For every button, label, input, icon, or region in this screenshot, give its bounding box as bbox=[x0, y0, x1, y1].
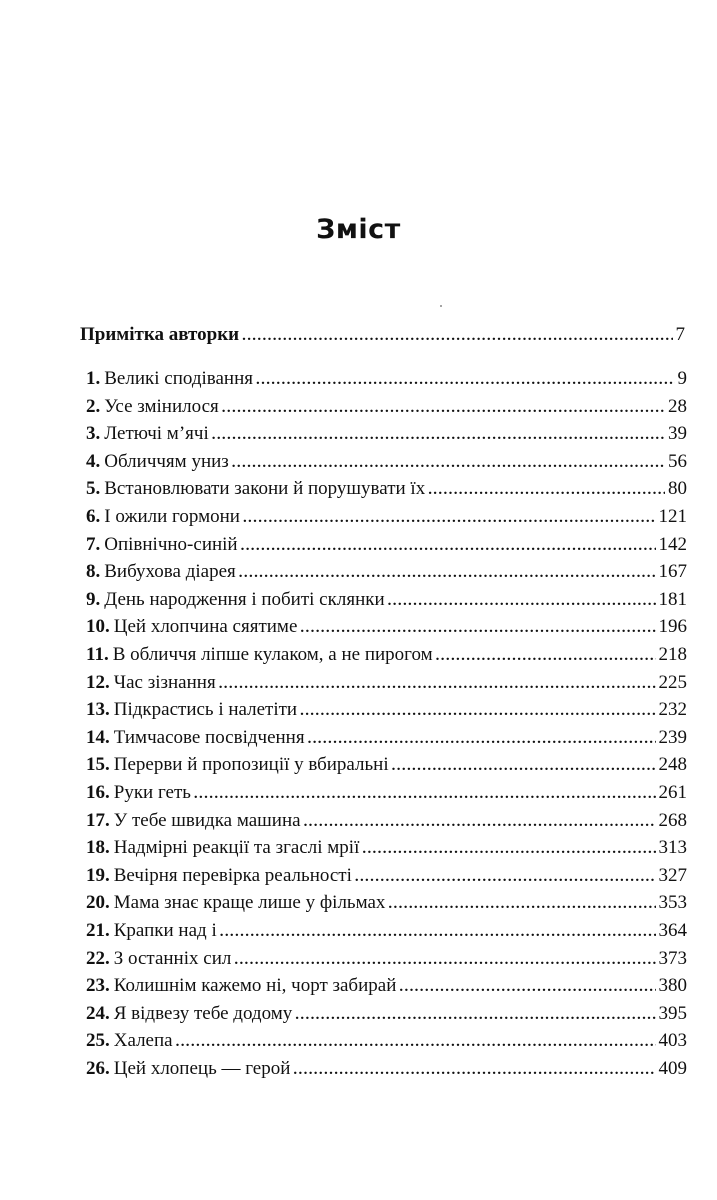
chapter-title: Перерви й пропозиції у вбиральні bbox=[113, 754, 389, 775]
chapter-title: Цей хлопець — герой bbox=[113, 1058, 291, 1079]
page-number: 181 bbox=[658, 589, 687, 610]
dot-leader bbox=[388, 891, 655, 917]
toc-entry bbox=[86, 449, 687, 475]
chapter-title: Усе змінилося bbox=[104, 396, 219, 417]
chapter-number: 16. bbox=[86, 782, 110, 803]
dot-leader bbox=[222, 395, 665, 421]
toc-entry bbox=[86, 670, 687, 696]
page-number: 232 bbox=[658, 699, 687, 720]
toc-entry bbox=[86, 1028, 687, 1054]
chapter-title: День народження і побиті склянки bbox=[104, 589, 385, 610]
chapter-number: 5. bbox=[86, 478, 101, 499]
chapter-title: Обличчям униз bbox=[104, 451, 229, 472]
chapter-number: 19. bbox=[86, 865, 110, 886]
chapter-title: Великі сподівання bbox=[104, 368, 253, 389]
chapter-title: Примітка авторки bbox=[80, 324, 240, 345]
page-number: 121 bbox=[658, 506, 687, 527]
chapter-title: Надмірні реакції та згаслі мрії bbox=[113, 837, 360, 858]
page-number: 327 bbox=[658, 865, 687, 886]
toc-entry bbox=[86, 1001, 687, 1027]
dot-leader bbox=[234, 947, 655, 973]
dot-leader bbox=[293, 1057, 655, 1083]
dot-leader bbox=[232, 450, 665, 476]
chapter-number: 3. bbox=[86, 423, 101, 444]
chapter-title: В обличчя ліпше кулаком, а не пирогом bbox=[112, 644, 433, 665]
chapter-title: Встановлювати закони й порушувати їх bbox=[104, 478, 426, 499]
dot-leader bbox=[300, 615, 655, 641]
toc-entry bbox=[86, 918, 687, 944]
toc-entry bbox=[86, 559, 687, 585]
dot-leader bbox=[428, 477, 665, 503]
page-number: 39 bbox=[668, 423, 687, 444]
page-number: 239 bbox=[658, 727, 687, 748]
page-number: 7 bbox=[675, 324, 685, 345]
page-number: 268 bbox=[658, 810, 687, 831]
chapter-number: 13. bbox=[86, 699, 110, 720]
toc-entry bbox=[86, 835, 687, 861]
chapter-number: 23. bbox=[86, 975, 110, 996]
page-number: 9 bbox=[677, 368, 687, 389]
dot-leader bbox=[243, 505, 656, 531]
toc-entry bbox=[86, 725, 687, 751]
dot-leader bbox=[220, 919, 656, 945]
page-number: 56 bbox=[668, 451, 687, 472]
page-number: 364 bbox=[658, 920, 687, 941]
toc-entry bbox=[86, 890, 687, 916]
dot-leader bbox=[239, 560, 656, 586]
toc-entry bbox=[86, 808, 687, 834]
dot-leader bbox=[176, 1029, 656, 1055]
toc-entry bbox=[86, 614, 687, 640]
chapter-title: І ожили гормони bbox=[104, 506, 240, 527]
page-title: Зміст bbox=[316, 214, 401, 245]
page-number: 373 bbox=[658, 948, 687, 969]
chapter-title: Руки геть bbox=[113, 782, 191, 803]
page-number: 167 bbox=[658, 561, 687, 582]
chapter-number: 25. bbox=[86, 1030, 110, 1051]
dot-leader bbox=[392, 753, 656, 779]
dot-leader bbox=[308, 726, 656, 752]
dot-leader bbox=[399, 974, 655, 1000]
toc-entry bbox=[86, 476, 687, 502]
chapter-number: 12. bbox=[86, 672, 110, 693]
dot-leader bbox=[304, 809, 656, 835]
chapter-number: 21. bbox=[86, 920, 110, 941]
chapter-title: Крапки над і bbox=[113, 920, 217, 941]
dot-leader bbox=[219, 671, 656, 697]
dot-leader bbox=[241, 533, 656, 559]
page-number: 409 bbox=[658, 1058, 687, 1079]
chapter-title: Я відвезу тебе додому bbox=[113, 1003, 293, 1024]
dot-leader bbox=[194, 781, 656, 807]
dot-leader bbox=[242, 323, 672, 349]
chapter-title: Час зізнання bbox=[113, 672, 216, 693]
chapter-number: 2. bbox=[86, 396, 101, 417]
chapter-number: 18. bbox=[86, 837, 110, 858]
toc-entry bbox=[86, 946, 687, 972]
toc-entry bbox=[86, 973, 687, 999]
toc-entry bbox=[86, 421, 687, 447]
toc-entry bbox=[86, 504, 687, 530]
page-number: 261 bbox=[658, 782, 687, 803]
page-number: 80 bbox=[668, 478, 687, 499]
page-number: 225 bbox=[658, 672, 687, 693]
chapter-title: Опівнічно-синій bbox=[104, 534, 238, 555]
page-number: 313 bbox=[658, 837, 687, 858]
dot-leader bbox=[256, 367, 675, 393]
dot-leader bbox=[355, 864, 656, 890]
chapter-title: Мама знає краще лише у фільмах bbox=[113, 892, 386, 913]
chapter-number: 22. bbox=[86, 948, 110, 969]
chapter-number: 26. bbox=[86, 1058, 110, 1079]
toc-entry bbox=[86, 532, 687, 558]
page-number: 142 bbox=[658, 534, 687, 555]
chapter-title: Халепа bbox=[113, 1030, 173, 1051]
chapter-title: Летючі м’ячі bbox=[104, 423, 209, 444]
chapter-number: 8. bbox=[86, 561, 101, 582]
dot-leader bbox=[388, 588, 656, 614]
page-number: 403 bbox=[658, 1030, 687, 1051]
toc-entry bbox=[86, 394, 687, 420]
chapter-number: 17. bbox=[86, 810, 110, 831]
chapter-title: Підкрастись і налетіти bbox=[113, 699, 298, 720]
chapter-number: 24. bbox=[86, 1003, 110, 1024]
chapter-title: Колишнім кажемо ні, чорт забирай bbox=[113, 975, 397, 996]
page-number: 248 bbox=[658, 754, 687, 775]
chapter-number: 7. bbox=[86, 534, 101, 555]
toc-entry bbox=[86, 780, 687, 806]
page-number: 353 bbox=[658, 892, 687, 913]
dot-leader bbox=[300, 698, 655, 724]
chapter-number: 20. bbox=[86, 892, 110, 913]
chapter-title: З останніх сил bbox=[113, 948, 232, 969]
chapter-title: Вечірня перевірка реальності bbox=[113, 865, 352, 886]
toc-entry bbox=[86, 697, 687, 723]
chapter-title: Вибухова діарея bbox=[104, 561, 236, 582]
dot-leader bbox=[295, 1002, 655, 1028]
toc-entry bbox=[86, 587, 687, 613]
chapter-number: 9. bbox=[86, 589, 101, 610]
chapter-number: 6. bbox=[86, 506, 101, 527]
toc-entry bbox=[86, 863, 687, 889]
page-number: 28 bbox=[668, 396, 687, 417]
toc-entry bbox=[86, 1056, 687, 1082]
chapter-title: У тебе швидка машина bbox=[113, 810, 301, 831]
dot-leader bbox=[362, 836, 655, 862]
dot-leader bbox=[436, 643, 656, 669]
toc-entry bbox=[86, 366, 687, 392]
chapter-number: 4. bbox=[86, 451, 101, 472]
chapter-number: 14. bbox=[86, 727, 110, 748]
chapter-number: 10. bbox=[86, 616, 110, 637]
toc-entry bbox=[86, 752, 687, 778]
page-number: 196 bbox=[658, 616, 687, 637]
chapter-title: Тимчасове посвідчення bbox=[113, 727, 305, 748]
page-number: 395 bbox=[658, 1003, 687, 1024]
page-number: 218 bbox=[658, 644, 687, 665]
chapter-number: 15. bbox=[86, 754, 110, 775]
dot-leader bbox=[212, 422, 665, 448]
page-number: 380 bbox=[658, 975, 687, 996]
chapter-number: 11. bbox=[86, 644, 109, 665]
chapter-title: Цей хлопчина сяятиме bbox=[113, 616, 298, 637]
toc-intro-entry bbox=[80, 322, 685, 348]
toc-entry bbox=[86, 642, 687, 668]
chapter-number: 1. bbox=[86, 368, 101, 389]
